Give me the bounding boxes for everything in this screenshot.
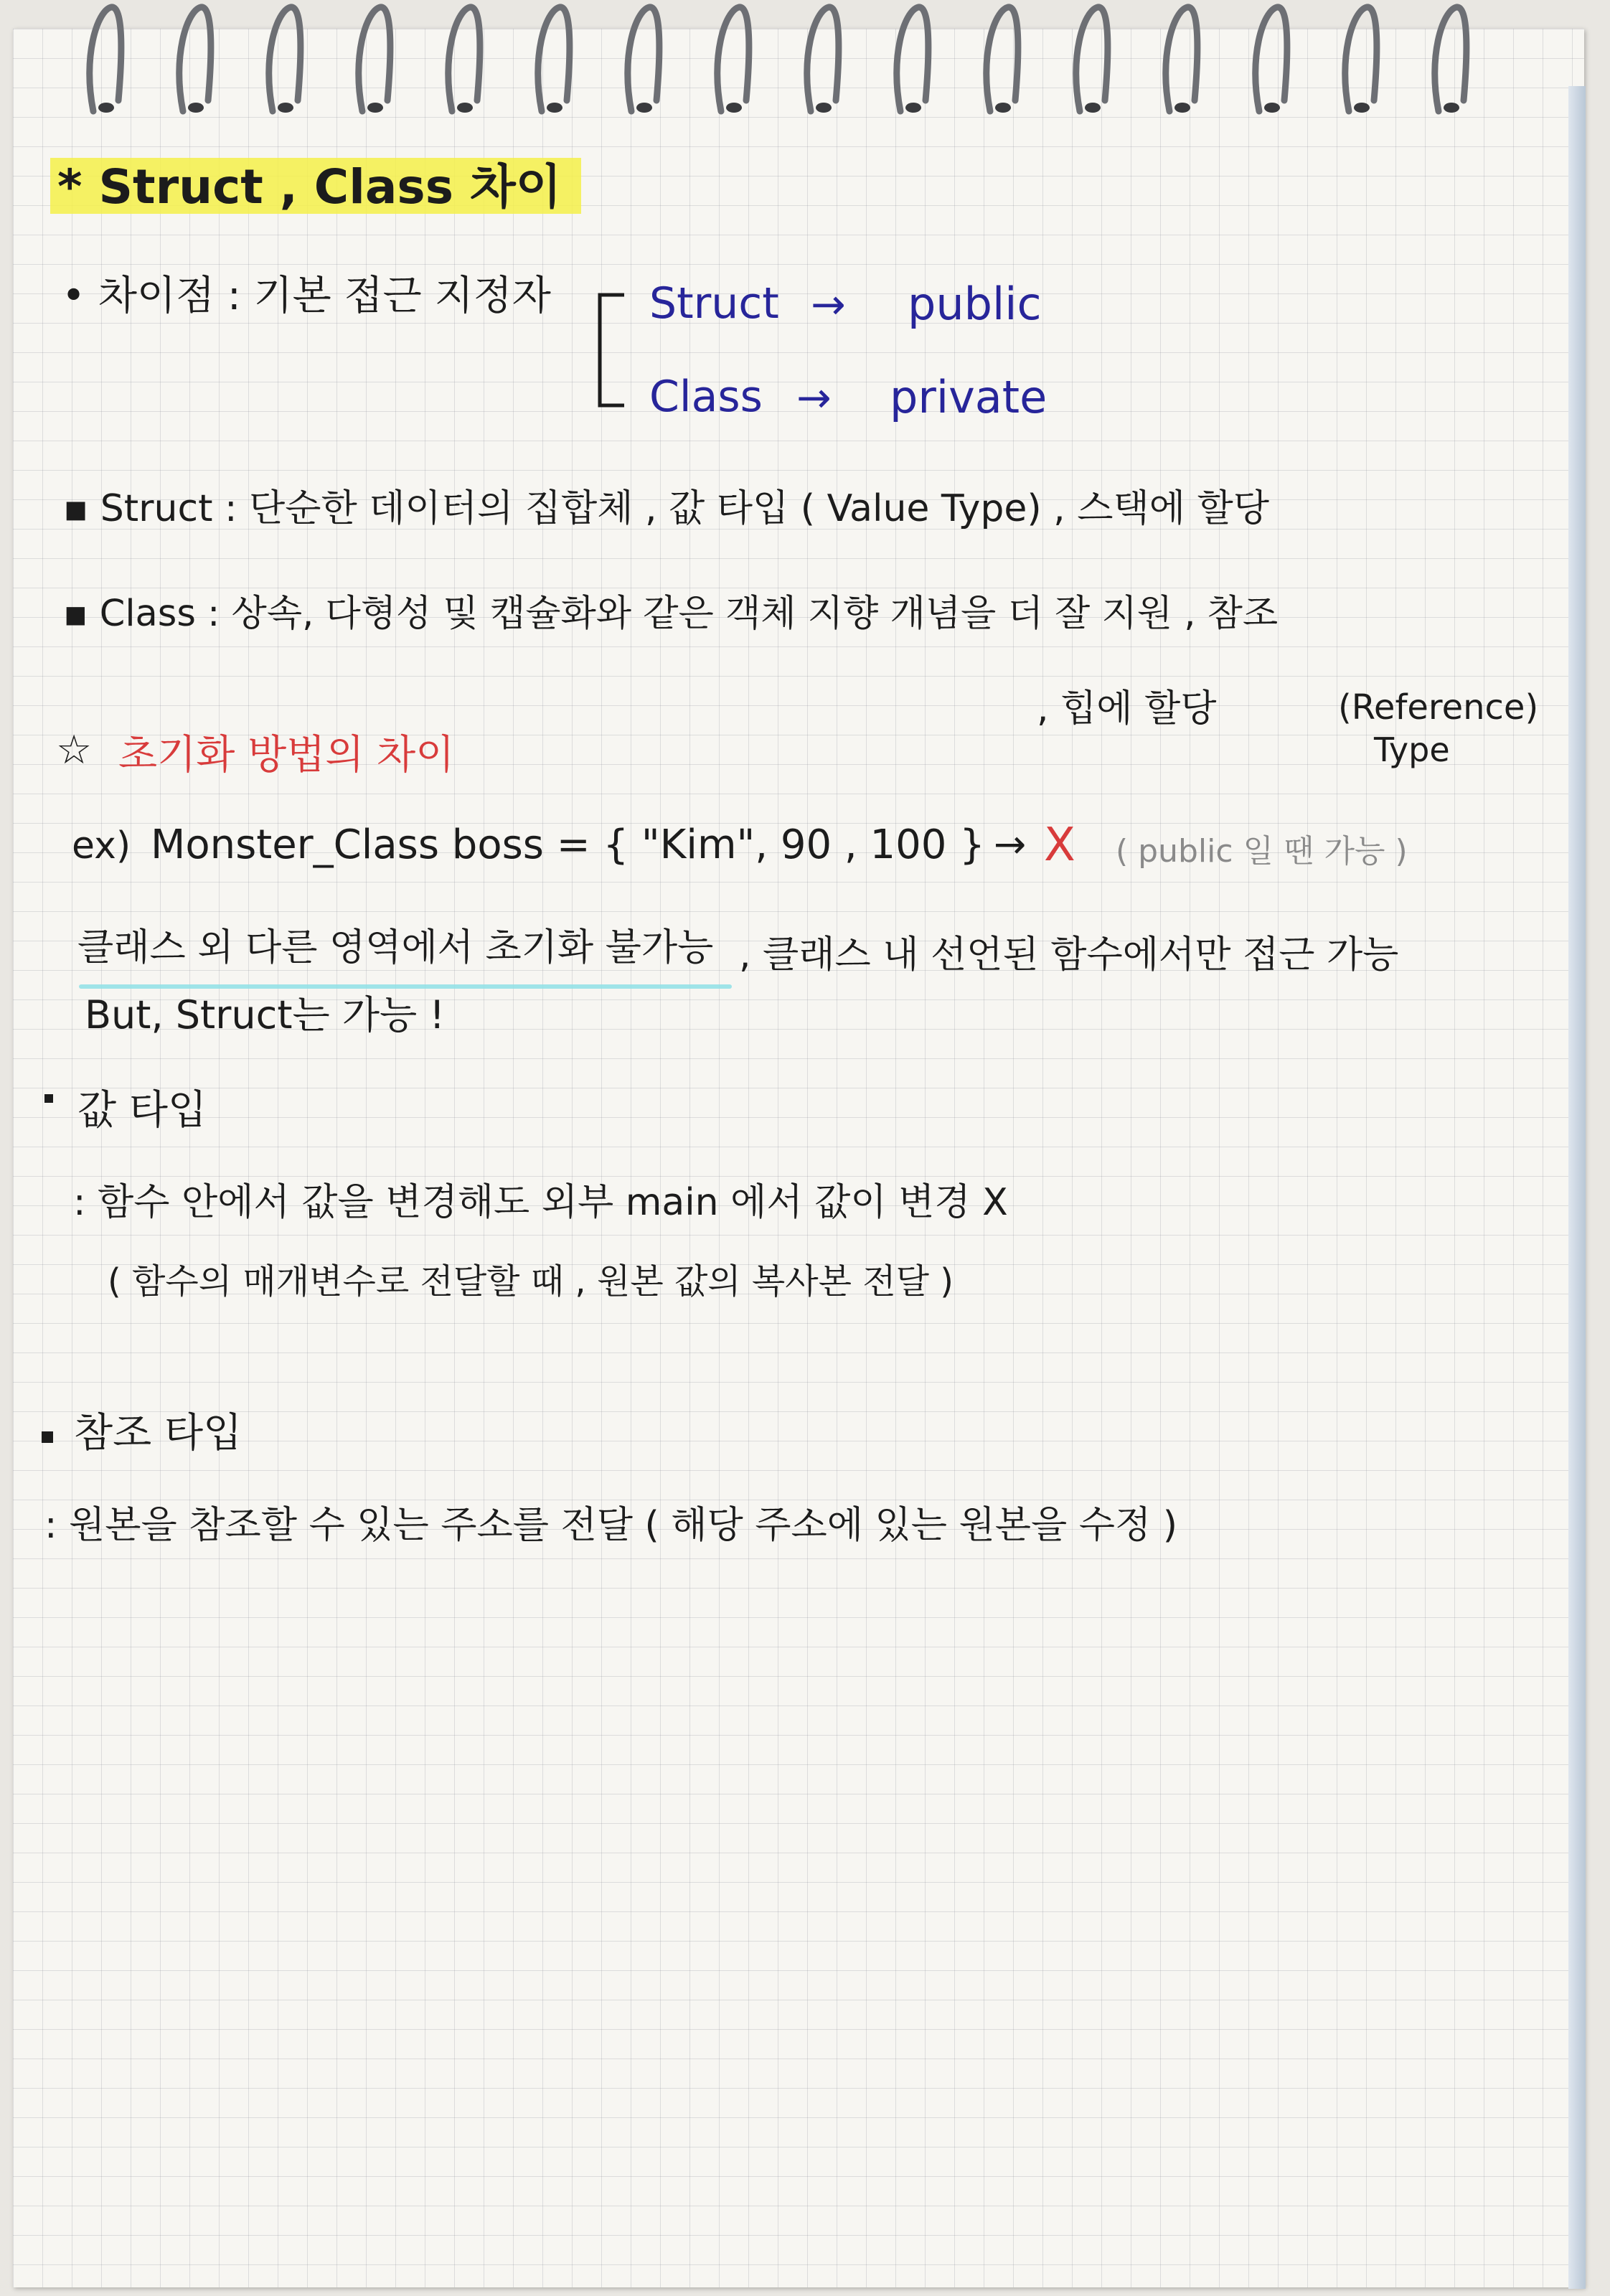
class-definition-line2a: , 힙에 할당: [1037, 687, 1217, 730]
bracket: [595, 291, 631, 413]
diff-label: • 차이점 : 기본 접근 지정자: [62, 273, 551, 319]
struct-definition: ▪ Struct : 단순한 데이터의 집합체 , 값 타입 ( Value Type) , 스택에 할당: [63, 487, 1269, 530]
ref-type-desc1: : 원본을 참조할 수 있는 주소를 전달 ( 해당 주소에 있는 원본을 수정 ): [44, 1504, 1178, 1547]
notebook-page: [13, 29, 1584, 2287]
example-arrow: →: [994, 822, 1027, 867]
class-definition-line2b: (Reference): [1338, 687, 1539, 728]
init-line2: But, Struct는 가능 !: [85, 992, 445, 1038]
class-access: private: [890, 371, 1048, 423]
value-type-desc1: : 함수 안에서 값을 변경해도 외부 main 에서 값이 변경 X: [73, 1181, 1008, 1224]
value-type-heading: 값 타입: [77, 1087, 207, 1134]
class-definition-line3: Type: [1374, 730, 1450, 769]
star-icon: ☆: [56, 727, 93, 773]
example-note: ( public 일 땐 가능 ): [1116, 833, 1408, 870]
struct-access: public: [908, 278, 1042, 330]
init-line1-b: , 클래스 내 선언된 함수에서만 접근 가능: [739, 933, 1399, 977]
class-label: Class: [649, 372, 763, 422]
init-heading: 초기화 방법의 차이: [118, 732, 455, 778]
ref-type-bullet: [42, 1431, 53, 1443]
spiral-binding: [79, 0, 1514, 122]
ref-type-heading: 참조 타입: [74, 1410, 243, 1457]
example-code: Monster_Class boss = { "Kim", 90 , 100 }: [151, 822, 985, 868]
example-x: X: [1044, 819, 1075, 872]
page-edge-stack: [1568, 86, 1586, 2289]
page-title: * Struct , Class 차이: [57, 159, 562, 215]
class-definition-line1: ▪ Class : 상속, 다형성 및 캡슐화와 같은 객체 지향 개념을 더 잘 지원 , 참조: [63, 593, 1279, 635]
init-underline: [79, 984, 732, 989]
struct-arrow: →: [811, 280, 846, 329]
struct-label: Struct: [649, 278, 779, 329]
class-arrow: →: [796, 373, 832, 422]
value-type-desc2: ( 함수의 매개변수로 전달할 때 , 원본 값의 복사본 전달 ): [108, 1261, 954, 1302]
value-type-bullet: [44, 1094, 53, 1103]
init-line1-a: 클래스 외 다른 영역에서 초기화 불가능: [77, 926, 714, 969]
example-prefix: ex): [72, 824, 131, 867]
